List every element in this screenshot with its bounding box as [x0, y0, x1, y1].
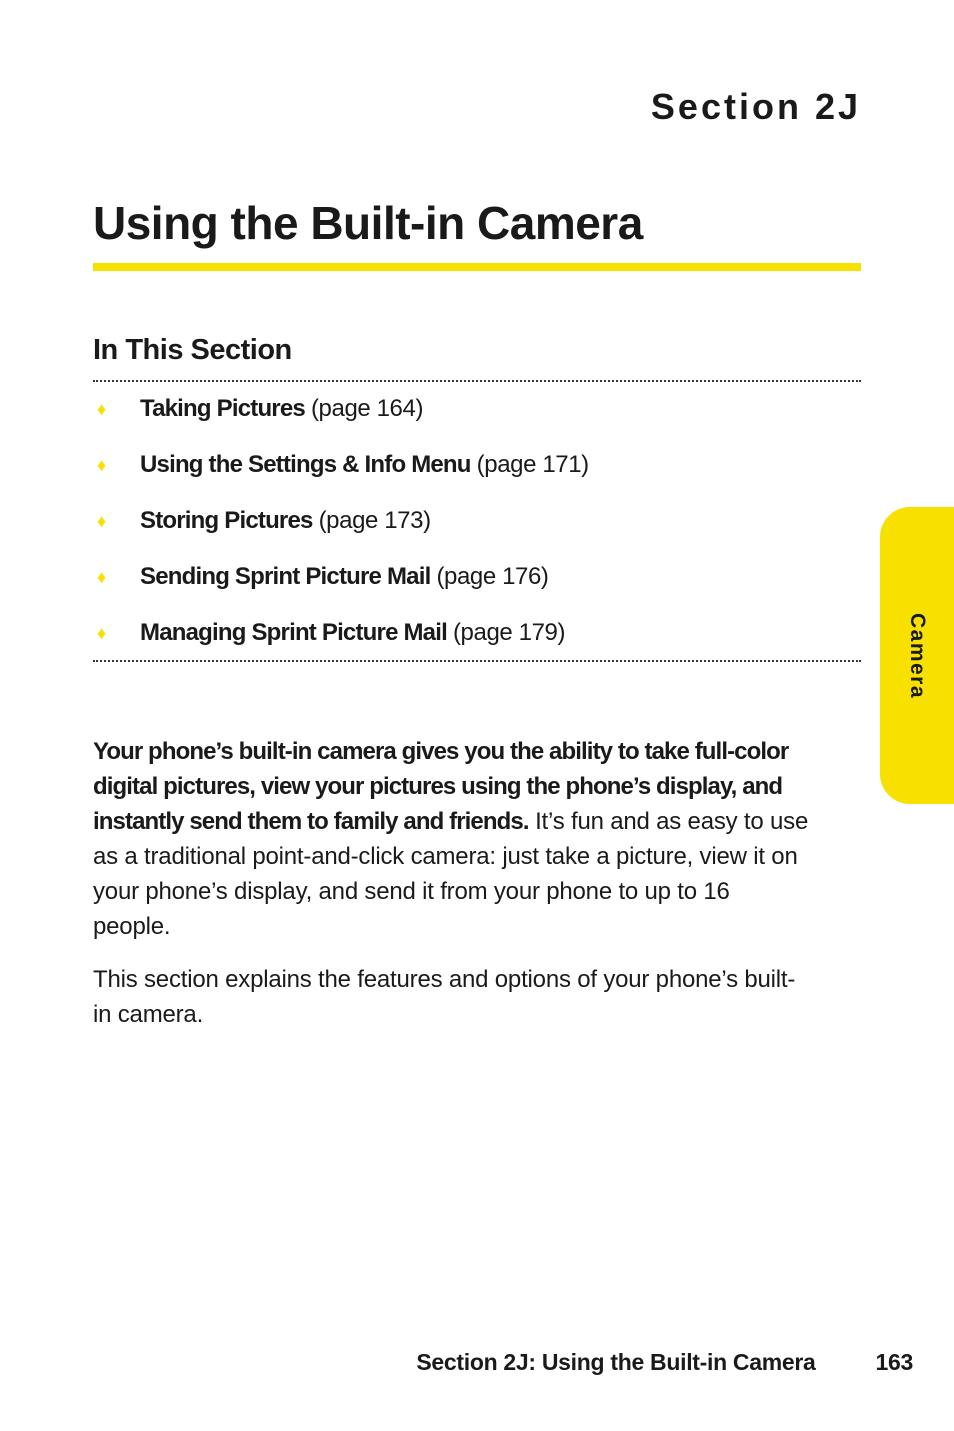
toc-item-title: Storing Pictures: [140, 507, 313, 534]
title-underline: [93, 263, 861, 271]
toc-list: [93, 391, 861, 671]
toc-top-divider: [93, 380, 861, 382]
toc-item[interactable]: [93, 559, 861, 615]
toc-item[interactable]: [93, 615, 861, 671]
toc-item[interactable]: [93, 503, 861, 559]
intro-paragraph: [93, 734, 813, 944]
section-label: Section 2J: [650, 86, 861, 127]
toc-item-title: Managing Sprint Picture Mail: [140, 619, 447, 646]
diamond-bullet-icon: ♦: [97, 567, 106, 587]
toc-item-page: (page 176): [436, 563, 549, 590]
footer-page-number: 163: [875, 1349, 913, 1375]
side-tab-label: Camera: [906, 612, 929, 699]
diamond-bullet-icon: ♦: [97, 511, 106, 531]
toc-item-page: (page 173): [318, 507, 431, 534]
in-this-section-heading: In This Section: [93, 334, 292, 366]
footer-running-title: Section 2J: Using the Built-in Camera: [416, 1349, 816, 1375]
diamond-bullet-icon: ♦: [97, 623, 106, 643]
toc-item[interactable]: [93, 391, 861, 447]
section-summary-paragraph: This section explains the features and options of your phone’s built-in camera.: [93, 966, 796, 1028]
toc-item-title: Sending Sprint Picture Mail: [140, 563, 431, 590]
intro-rest-text: It’s fun and as easy to use as a traditional point-and-click camera: just take a picture, view it on your phone’s display, and send it from your phone to up to 16 people.: [93, 808, 809, 940]
diamond-bullet-icon: ♦: [97, 455, 106, 475]
diamond-bullet-icon: ♦: [97, 399, 106, 419]
page-footer: [416, 1349, 913, 1376]
side-thumb-tab: [880, 507, 954, 804]
toc-item-page: (page 179): [452, 619, 566, 646]
intro-lead-text: Your phone’s built-in camera gives you the ability to take full-color digital pictures, view your pictures using the phone’s display, and instantly send them to family and friends.: [93, 738, 789, 835]
toc-item-page: (page 164): [310, 395, 424, 422]
toc-item-page: (page 171): [476, 451, 589, 478]
page-title: Using the Built-in Camera: [93, 197, 643, 249]
toc-item-title: Using the Settings & Info Menu: [140, 451, 471, 478]
toc-item[interactable]: [93, 447, 861, 503]
toc-bottom-divider: [93, 660, 861, 662]
toc-item-title: Taking Pictures: [140, 395, 305, 422]
